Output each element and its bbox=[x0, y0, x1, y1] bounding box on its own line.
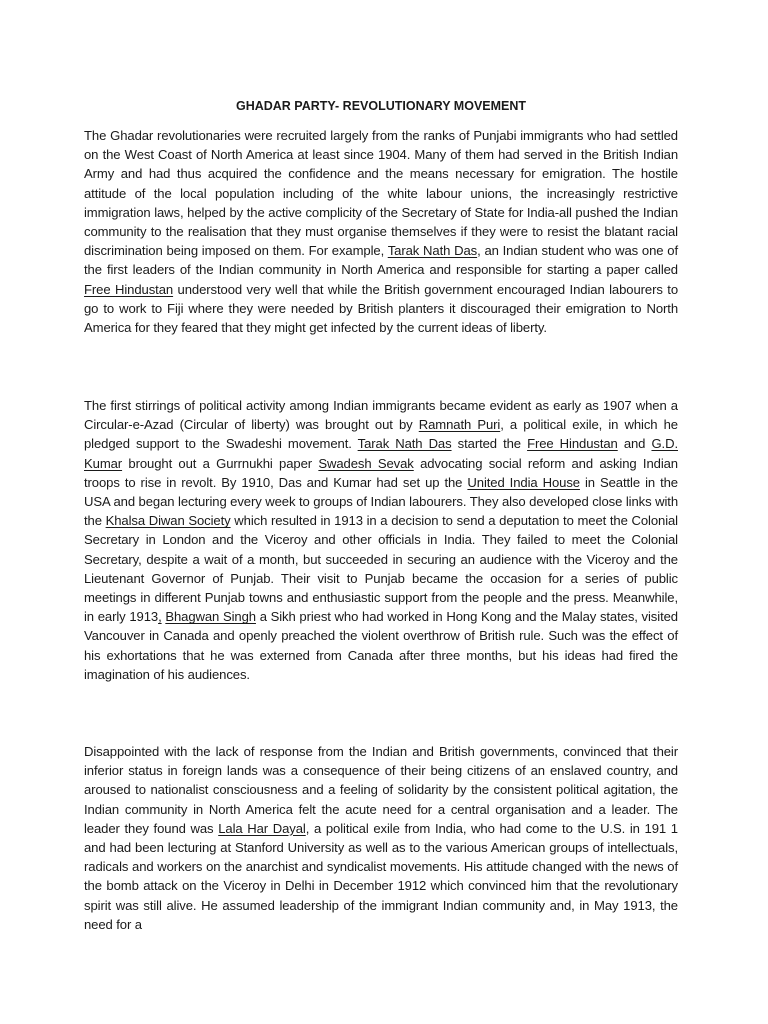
underlined-name: Tarak Nath Das bbox=[387, 243, 478, 259]
underlined-name: Free Hindustan bbox=[527, 436, 618, 452]
paragraph-text: , a political exile from India, who had come to the U.S. in 191 1 and had been lecturing at Stanford University as well as to the various American groups of intellectuals, radicals and workers on the anarchist and syndicalist movements. His attitude changed with the news of the bomb attack on the Viceroy in Delhi in December 1912 which convinced him that the revolutionary spirit was still alive. He assumed leadership of the immigrant Indian community and, in May 1913, the need for a bbox=[84, 820, 678, 932]
paragraph-text: advocating social reform and asking Indian troops to rise in revolt. By 1910, Das and Kumar had set up the bbox=[84, 455, 678, 490]
underlined-name: Swadesh Sevak bbox=[318, 455, 414, 471]
paragraph-text: started the bbox=[451, 436, 528, 452]
underlined-name: Bhagwan Singh bbox=[165, 609, 256, 625]
underlined-name: , bbox=[158, 609, 162, 625]
paragraph-text: in Seattle in the USA and began lecturing every week to groups of Indian labourers. They also developed close links with the bbox=[84, 474, 678, 529]
underlined-name: Ramnath Puri bbox=[418, 417, 501, 433]
paragraph-2 bbox=[84, 396, 678, 684]
paragraph-text: a Sikh priest who had worked in Hong Kong and the Malay states, visited Vancouver in Canada and openly preached the violent overthrow of British rule. Such was the effect of his exhortations that he was externed from Canada after three months, but his ideas had fired the imagination of his audiences. bbox=[84, 609, 678, 682]
underlined-name: Tarak Nath Das bbox=[357, 436, 452, 452]
underlined-name: Free Hindustan bbox=[84, 281, 174, 297]
paragraph-text: and bbox=[617, 436, 652, 452]
paragraph-text: The Ghadar revolutionaries were recruited largely from the ranks of Punjabi immigrants who had settled on the West Coast of North America at least since 1904. Many of them had served in the British Indian Army and had thus acquired the confidence and the means necessary for emigration. The hostile attitude of the local population including of the white labour unions, the increasingly restrictive immigration laws, helped by the active complicity of the Secretary of State for India-all pushed the Indian community to the realisation that they must organise themselves if they were to resist the blatant racial discrimination being imposed on them. For example, bbox=[84, 128, 678, 259]
underlined-name: United India House bbox=[467, 474, 580, 490]
paragraph-text: , an Indian student who was one of the first leaders of the Indian community in North America and responsible for starting a paper called bbox=[84, 243, 678, 278]
paragraph-text: , a political exile, in which he pledged support to the Swadeshi movement. bbox=[84, 417, 678, 452]
paragraph-text: The first stirrings of political activity among Indian immigrants became evident as early as 1907 when a Circular-e-Azad (Circular of liberty) was brought out by bbox=[84, 398, 678, 433]
underlined-name: Khalsa Diwan Society bbox=[105, 513, 231, 529]
underlined-name: G.D. Kumar bbox=[84, 436, 678, 471]
paragraph-text: which resulted in 1913 in a decision to send a deputation to meet the Colonial Secretary in London and the Viceroy and other officials in India. They failed to meet the Colonial Secretary, despite a wait of a month, but succeeded in securing an audience with the Viceroy and the Lieutenant Governor of Punjab. Their visit to Punjab became the occasion for a series of public meetings in different Punjab towns and enthusiastic support from the people and the press. Meanwhile, in early 1913 bbox=[84, 513, 678, 625]
underlined-name: Lala Har Dayal bbox=[218, 820, 306, 836]
paragraph-1 bbox=[84, 126, 678, 337]
paragraph-text: understood very well that while the British government encouraged Indian labourers to go to work to Fiji where they were needed by British planters it discouraged their emigration to North America for they feared that they might get infected by the current ideas of liberty. bbox=[84, 281, 679, 336]
paragraph-text: brought out a Gurrnukhi paper bbox=[122, 455, 319, 471]
paragraph-text: Disappointed with the lack of response from the Indian and British governments, convinced that their inferior status in foreign lands was a consequence of their being citizens of an enslaved country, and aroused to nationalist consciousness and a feeling of solidarity by the consistent political agitation, the Indian community in North America felt the acute need for a central organisation and a leader. The leader they found was bbox=[84, 744, 678, 836]
document-page bbox=[84, 98, 679, 932]
paragraph-3 bbox=[84, 742, 678, 934]
document-title: GHADAR PARTY- REVOLUTIONARY MOVEMENT bbox=[235, 99, 527, 113]
